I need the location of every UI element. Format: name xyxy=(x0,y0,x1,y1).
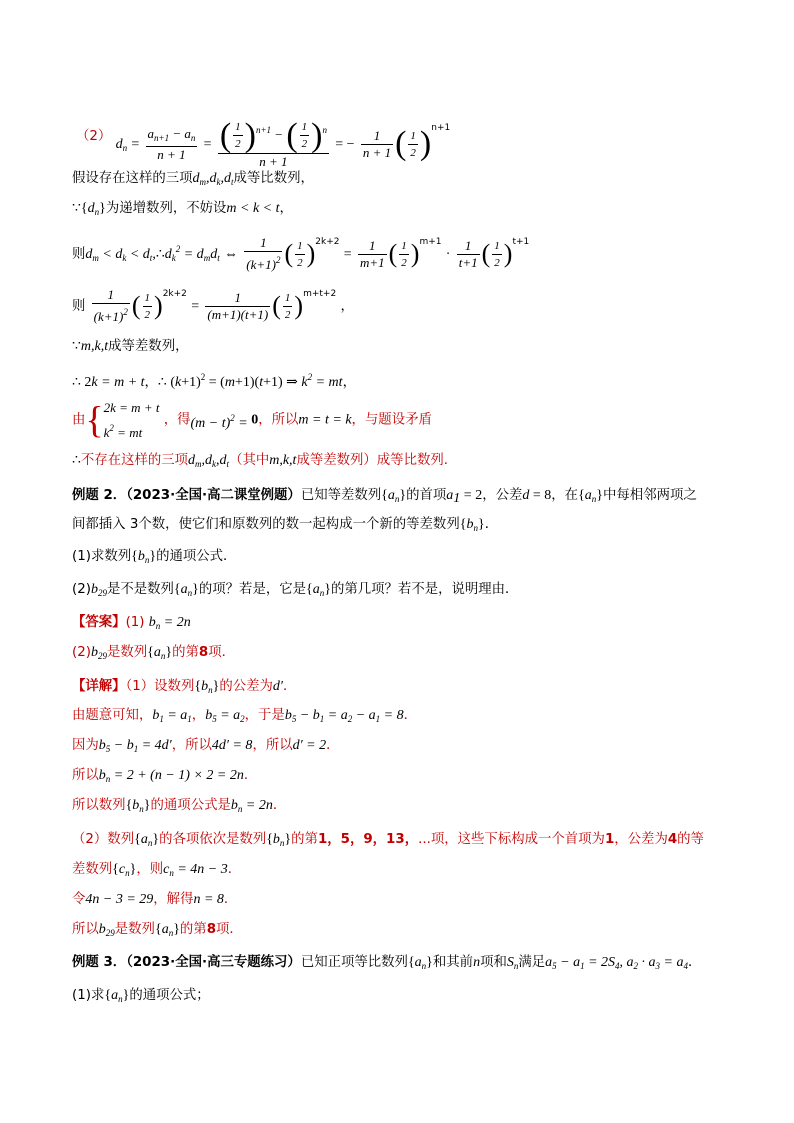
detail-line3: 因为$b_5 - b_1 = 4d'$，所以4d′ = 8，所以d′ = 2． xyxy=(72,738,340,754)
formula-dn-line: （2） $d_n$ = $\frac{a_{n+1} - a_n}{n + 1}$ = ( $\frac{1}{2}$ )$^{n+1}$ − ( $\frac{1}{2}$ )$^n$ n + 1 = − $\frac{1}{n + 1}$ ( $\frac{1}{2}$ )$^{n+1}$ xyxy=(76,116,451,169)
detail-line1: 【详解】（1）设数列$\{b_n\}$的公差为d′． xyxy=(72,679,297,695)
detail-line7: 差数列$\{c_n\}$，则$c_n = 4n - 3$． xyxy=(72,862,242,878)
text-line-arith: ∵m,k,t成等差数列， xyxy=(72,339,189,354)
part-label: （2） xyxy=(76,129,112,144)
detail-line5: 所以数列$\{b_n\}$的通项公式是$b_n = 2n$． xyxy=(72,798,287,814)
detail-line2: 由题意可知，$b_1 = a_1$，$b_5 = a_2$，于是$b_5 - b_1 = a_2 - a_1 = 8$． xyxy=(72,708,418,724)
text-line-increasing: $\because\{d_n\}$为递增数列，不妨设m < k < t， xyxy=(72,201,293,217)
example2-line1: 例题 2．（2023·全国·高二课堂例题）已知等差数列$\{a_n\}$的首项$a_1 = 2$，公差d = 8，在$\{a_n\}$中每相邻两项之 xyxy=(72,488,697,506)
fraction-half-powers: ( $\frac{1}{2}$ )$^{n+1}$ − ( $\frac{1}{2}$ )$^n$ n + 1 xyxy=(219,116,327,169)
text-line-conclusion: ∴不存在这样的三项$d_m,d_k,d_t$（其中m,k,t成等差数列）成等比数列. xyxy=(72,453,449,469)
answer-line2: $(2)b_{29}$是数列$\{a_n\}$的第8项． xyxy=(72,645,235,661)
text-line-inequality: 则$d_m < d_k$ < $d_t,\therefore d_k^2 = d_md_t$ ⇔ $\frac{1}{(k+1)^2}$ ( $\frac{1}{2}$ )$^{2k+2}$ = $\frac{1}{m+1}$ ( $\frac{1}{2}$ )$^{m+1}$ · $\frac{1}{t+1}$ ( $\frac{1}{2}$ )$^{t+1}$ xyxy=(72,235,530,272)
example3-line1: 例题 3．（2023·全国·高三专题练习）已知正项等比数列$\{a_n\}$和其前n项和$S_n$满足$a_5 - a_1 = 2S_4$, $a_2 \cdot a_3 = a_4$． xyxy=(72,955,702,971)
detail-line6: （2）数列$\{a_n\}$的各项依次是数列$\{b_n\}$的第1，5，9，13，...项，这些下标构成一个首项为1，公差为4的等 xyxy=(72,832,704,848)
example2-q1: (1)求数列$\{b_n\}$的通项公式． xyxy=(72,549,237,565)
text-line-then: 则 $\frac{1}{(k+1)^2}$ ( $\frac{1}{2}$ )$^{2k+2}$ = $\frac{1}{(m+1)(t+1)}$ ( $\frac{1}{2}$ )$^{m+t+2}$ ， xyxy=(72,287,354,324)
example3-q1: (1)求$\{a_n\}$的通项公式； xyxy=(72,988,210,1004)
detail-line4: 所以$b_n = 2 + (n - 1) \times 2 = 2n$． xyxy=(72,768,258,784)
text-line-2k: ∴ 2k = m + t，∴ $(k+1)^2 = (m+1)(t+1)$ ⇒ $k^2$ = mt， xyxy=(72,372,356,390)
fraction-an: $\frac{a_{n+1} - a_n}{n + 1}$ xyxy=(147,125,196,162)
answer-line1: 【答案】(1) $b_n = 2n$ xyxy=(72,615,191,631)
example2-line2: 间都插入 3个数，使它们和原数列的数一起构成一个新的等差数列$\{b_n\}$． xyxy=(72,517,499,533)
text-line-assume: 假设存在这样的三项$d_m,d_k,d_t$成等比数列， xyxy=(72,171,314,187)
detail-line9: 所以$b_{29}$是数列$\{a_n\}$的第8项． xyxy=(72,922,243,938)
detail-line8: 令4n − 3 = 29，解得n = 8． xyxy=(72,892,238,907)
example2-q2: $(2)b_{29}$是不是数列$\{a_n\}$的项？若是，它是$\{a_n\}$的第几项？若不是，说明理由． xyxy=(72,582,519,598)
dn-symbol: $d_n$ xyxy=(115,137,128,153)
text-line-contradiction: 由{2k = m + t $k^2$ = mt ，得$(m - t)^2 = 0$，所以m = t = k，与题设矛盾 xyxy=(72,399,432,442)
